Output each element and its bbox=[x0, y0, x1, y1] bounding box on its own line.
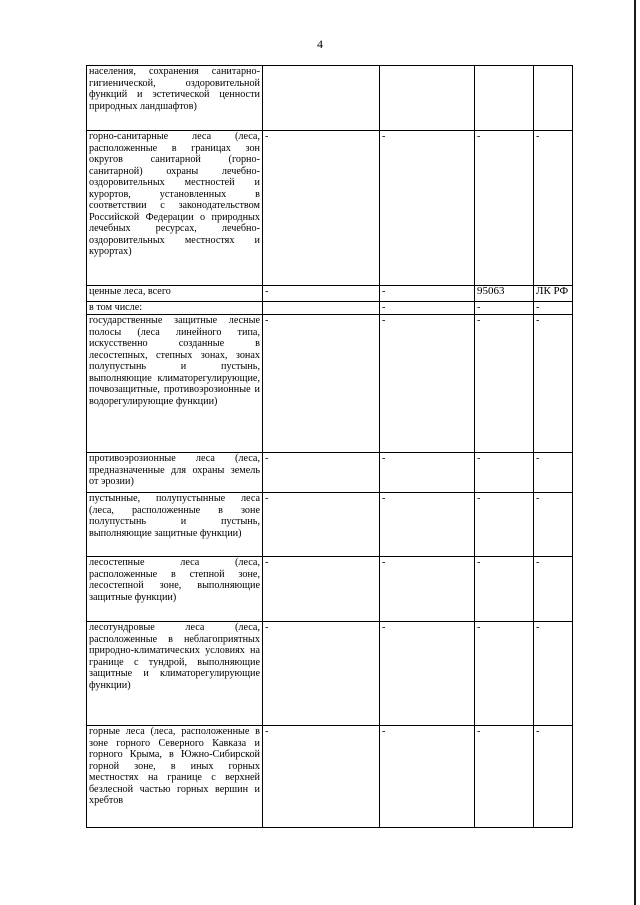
table-cell: - bbox=[534, 315, 573, 453]
table-cell-category: государственные защитные лесные полосы (леса линейного типа, искусственно созданные в лесостепных, степных зонах, зонах полупустынь и пустынь, выполняющие климаторегулирующие, почвозащитные, противоэрозионные и водорегулирующие функции) bbox=[87, 315, 263, 453]
table-cell: - bbox=[534, 493, 573, 557]
table-cell: - bbox=[534, 453, 573, 493]
table-cell: - bbox=[475, 302, 534, 315]
table-cell: - bbox=[475, 622, 534, 726]
table-cell: - bbox=[263, 557, 380, 622]
table-cell-category: горные леса (леса, расположенные в зоне горного Северного Кавказа и горного Крыма, в Южно-Сибирской горной зоне, в иных горных местностях на границе с верхней безлесной частью горных вершин и хребтов bbox=[87, 726, 263, 828]
table-cell-category: лесотундровые леса (леса, расположенные в неблагоприятных природно-климатических условиях на границе с тундрой, выполняющие защитные и климаторегулирующие функции) bbox=[87, 622, 263, 726]
table-cell: - bbox=[380, 726, 475, 828]
table-cell-category: ценные леса, всего bbox=[87, 286, 263, 302]
table-cell-category: в том числе: bbox=[87, 302, 263, 315]
table-cell-category: пустынные, полупустынные леса (леса, расположенные в зоне полупустынь и пустынь, выполняющие защитные функции) bbox=[87, 493, 263, 557]
table-row bbox=[87, 493, 573, 557]
table-cell: - bbox=[263, 493, 380, 557]
table-cell: - bbox=[475, 453, 534, 493]
scan-edge-line bbox=[634, 0, 636, 905]
table-row bbox=[87, 557, 573, 622]
table-cell-category: горно-санитарные леса (леса, расположенные в границах зон округов санитарной (горно-санитарной) охраны лечебно-оздоровительных местностей и курортов, установленных в соответствии с законодательством Российской Федерации о природных лечебных ресурсах, лечебно-оздоровительных местностях и курортах) bbox=[87, 131, 263, 286]
table-row bbox=[87, 131, 573, 286]
table-cell: - bbox=[263, 286, 380, 302]
table-cell-category: лесостепные леса (леса, расположенные в степной зоне, лесостепной зоне, выполняющие защитные функции) bbox=[87, 557, 263, 622]
table-cell bbox=[263, 302, 380, 315]
table-cell: - bbox=[534, 302, 573, 315]
table-cell: - bbox=[534, 131, 573, 286]
page-number: 4 bbox=[317, 37, 323, 51]
table-cell bbox=[380, 66, 475, 131]
table-cell: - bbox=[380, 131, 475, 286]
table-cell: - bbox=[263, 131, 380, 286]
table-cell: - bbox=[475, 315, 534, 453]
table-cell: - bbox=[534, 726, 573, 828]
table-cell-category: противоэрозионные леса (леса, предназначенные для охраны земель от эрозии) bbox=[87, 453, 263, 493]
table-cell: - bbox=[380, 315, 475, 453]
table-cell: - bbox=[263, 726, 380, 828]
forest-category-table bbox=[86, 65, 573, 828]
table-row bbox=[87, 726, 573, 828]
table-cell: - bbox=[263, 315, 380, 453]
table-cell: - bbox=[380, 302, 475, 315]
table-cell: - bbox=[534, 557, 573, 622]
table-cell: - bbox=[380, 622, 475, 726]
table-cell: - bbox=[380, 286, 475, 302]
table-row bbox=[87, 315, 573, 453]
table-cell: - bbox=[534, 622, 573, 726]
table-row bbox=[87, 622, 573, 726]
table-cell-category: населения, сохранения санитарно-гигиенической, оздоровительной функций и эстетической ценности природных ландшафтов) bbox=[87, 66, 263, 131]
table-cell: - bbox=[380, 557, 475, 622]
table-row bbox=[87, 66, 573, 131]
table-cell: - bbox=[380, 453, 475, 493]
table-cell: ЛК РФ bbox=[534, 286, 573, 302]
table-cell bbox=[475, 66, 534, 131]
table-row bbox=[87, 453, 573, 493]
table-row bbox=[87, 302, 573, 315]
table-cell: - bbox=[475, 131, 534, 286]
table-cell: - bbox=[380, 493, 475, 557]
table-cell: - bbox=[263, 622, 380, 726]
table-cell: - bbox=[263, 453, 380, 493]
table-cell: 95063 bbox=[475, 286, 534, 302]
table-cell bbox=[534, 66, 573, 131]
table-cell: - bbox=[475, 726, 534, 828]
table-row bbox=[87, 286, 573, 302]
table-cell: - bbox=[475, 493, 534, 557]
table-cell bbox=[263, 66, 380, 131]
table-cell: - bbox=[475, 557, 534, 622]
